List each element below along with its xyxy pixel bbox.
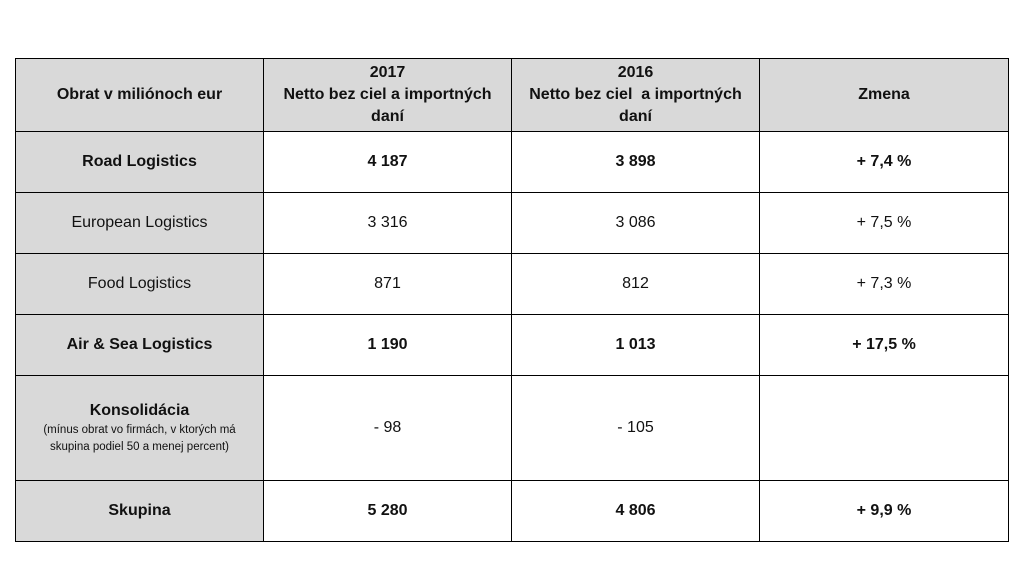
- table-row-skupina: [16, 481, 1009, 542]
- table-row-air-sea-logistics: [16, 315, 1009, 376]
- row-label-note: (mínus obrat vo firmách, v ktorých má skupina podiel 50 a menej percent): [43, 424, 236, 453]
- row-change: + 9,9 %: [760, 481, 1009, 542]
- row-label-cell: [16, 132, 264, 193]
- row-label-cell: [16, 254, 264, 315]
- header-2017-column: [264, 59, 512, 132]
- row-label: Konsolidácia: [89, 402, 190, 419]
- row-label-cell: [16, 376, 264, 481]
- row-change: + 17,5 %: [760, 315, 1009, 376]
- row-change: + 7,5 %: [760, 193, 1009, 254]
- row-value-2017: 3 316: [264, 193, 512, 254]
- row-label: Road Logistics: [82, 153, 197, 170]
- row-value-2017: 871: [264, 254, 512, 315]
- row-label: European Logistics: [71, 214, 208, 231]
- table-header-row: [16, 59, 1009, 132]
- header-change-column: [760, 59, 1009, 132]
- row-label: Air & Sea Logistics: [66, 336, 213, 353]
- header-2017-line1: Netto bez ciel a importných: [283, 86, 492, 103]
- header-label-text: Obrat v miliónoch eur: [56, 86, 223, 103]
- header-2016-line1: Netto bez ciel a importných: [529, 86, 742, 103]
- row-label: Food Logistics: [87, 275, 192, 292]
- row-label-cell: [16, 315, 264, 376]
- row-value-2016: - 105: [512, 376, 760, 481]
- table-row-konsolidacia: [16, 376, 1009, 481]
- row-value-2017: - 98: [264, 376, 512, 481]
- revenue-table: [15, 58, 1009, 542]
- row-change: + 7,3 %: [760, 254, 1009, 315]
- row-value-2017: 1 190: [264, 315, 512, 376]
- header-2016-column: [512, 59, 760, 132]
- header-2017-year: 2017: [369, 64, 406, 81]
- row-value-2016: 1 013: [512, 315, 760, 376]
- table-row-european-logistics: [16, 193, 1009, 254]
- row-label-cell: [16, 193, 264, 254]
- header-2016-line2: daní: [619, 108, 652, 125]
- row-value-2016: 812: [512, 254, 760, 315]
- table-row-food-logistics: [16, 254, 1009, 315]
- row-value-2017: 5 280: [264, 481, 512, 542]
- header-change-text: Zmena: [858, 86, 910, 103]
- row-value-2016: 3 086: [512, 193, 760, 254]
- row-value-2017: 4 187: [264, 132, 512, 193]
- row-change: + 7,4 %: [760, 132, 1009, 193]
- row-value-2016: 4 806: [512, 481, 760, 542]
- header-2016-year: 2016: [617, 64, 654, 81]
- header-2017-line2: daní: [371, 108, 404, 125]
- header-label-column: [16, 59, 264, 132]
- table-row-road-logistics: [16, 132, 1009, 193]
- row-label: Skupina: [108, 502, 171, 519]
- row-value-2016: 3 898: [512, 132, 760, 193]
- row-label-cell: [16, 481, 264, 542]
- row-change: [760, 376, 1009, 481]
